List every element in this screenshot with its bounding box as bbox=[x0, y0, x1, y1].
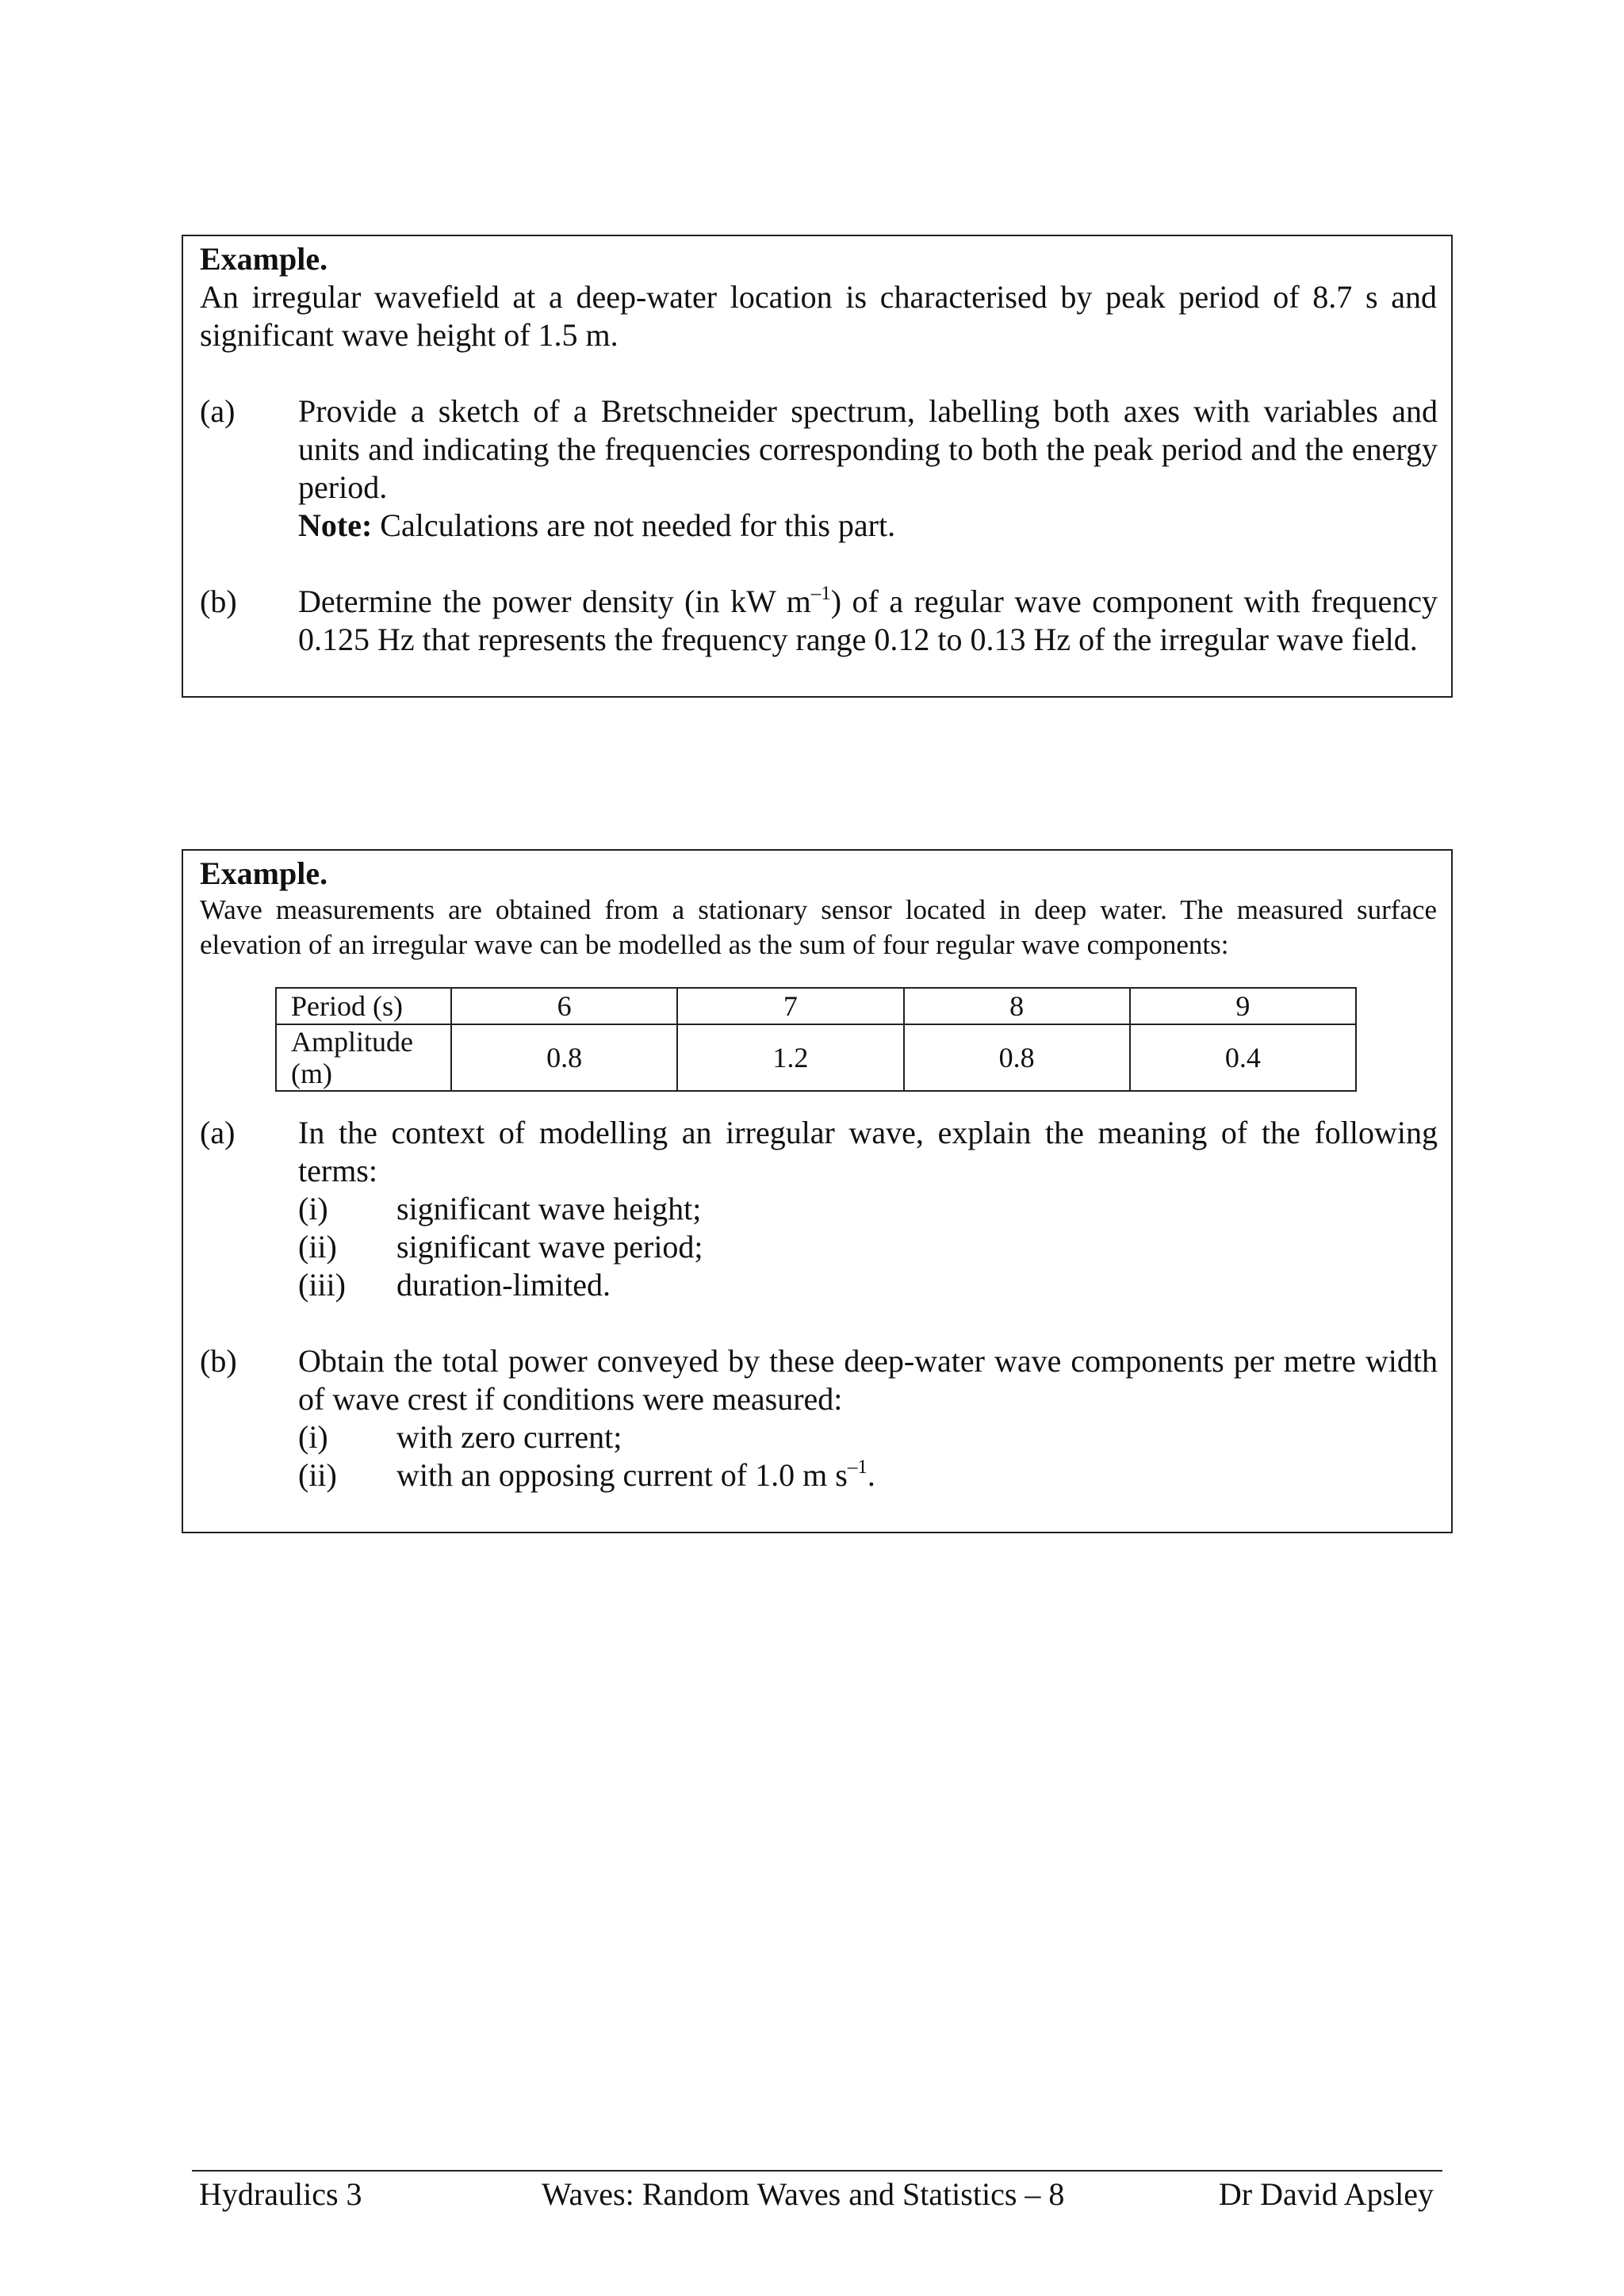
note-label: Note: bbox=[298, 507, 373, 543]
part-b-text bbox=[298, 583, 1438, 659]
item-number: (iii) bbox=[298, 1267, 346, 1303]
part-a-label: (a) bbox=[200, 393, 236, 429]
row-label-amplitude: Amplitude (m) bbox=[276, 1024, 451, 1091]
table-cell: 9 bbox=[1130, 988, 1356, 1024]
table-cell: 0.8 bbox=[904, 1024, 1130, 1091]
part-a-body: Provide a sketch of a Bretschneider spectrum, labelling both axes with variables and units and indicating the frequencies corresponding to both the peak period and the energy period. bbox=[298, 393, 1438, 505]
item-text: significant wave height; bbox=[396, 1191, 702, 1226]
footer-rule bbox=[192, 2170, 1442, 2172]
part-b-text-after: ) of a regular wave component with frequency 0.125 Hz that represents the frequency range 0.12 to 0.13 Hz of the irregular wave field. bbox=[298, 584, 1438, 657]
table-cell: 0.8 bbox=[451, 1024, 677, 1091]
item-superscript: –1 bbox=[847, 1456, 868, 1478]
example-heading: Example. bbox=[200, 855, 328, 891]
part-a-label: (a) bbox=[200, 1115, 236, 1150]
table-cell: 6 bbox=[451, 988, 677, 1024]
table-row bbox=[276, 1024, 1356, 1091]
item-number: (i) bbox=[298, 1191, 328, 1226]
list-item bbox=[298, 1266, 611, 1304]
list-item bbox=[298, 1456, 875, 1494]
item-text: duration-limited. bbox=[396, 1267, 611, 1303]
part-a-text: In the context of modelling an irregular wave, explain the meaning of the following terms: bbox=[298, 1115, 1438, 1188]
item-number: (ii) bbox=[298, 1229, 337, 1265]
row-label-period: Period (s) bbox=[276, 988, 451, 1024]
table-cell: 1.2 bbox=[677, 1024, 903, 1091]
footer-course: Hydraulics 3 bbox=[199, 2176, 362, 2212]
table-cell: 8 bbox=[904, 988, 1130, 1024]
part-b-label: (b) bbox=[200, 584, 237, 619]
item-text-after: . bbox=[867, 1457, 875, 1493]
list-item bbox=[298, 1418, 622, 1456]
part-a-text bbox=[298, 392, 1438, 545]
table-row bbox=[276, 988, 1356, 1024]
item-number: (i) bbox=[298, 1419, 328, 1455]
table-cell: 7 bbox=[677, 988, 903, 1024]
part-b-superscript: –1 bbox=[810, 583, 831, 604]
footer-title: Waves: Random Waves and Statistics – 8 bbox=[542, 2176, 1065, 2212]
example-box-1 bbox=[182, 235, 1453, 698]
part-b-text: Obtain the total power conveyed by these deep-water wave components per metre width of wave crest if conditions were measured: bbox=[298, 1343, 1438, 1417]
note-text: Calculations are not needed for this part. bbox=[380, 507, 896, 543]
example-intro: Wave measurements are obtained from a stationary sensor located in deep water. The measured surface elevation of an irregular wave can be modelled as the sum of four regular wave components: bbox=[200, 894, 1437, 960]
list-item bbox=[298, 1228, 703, 1266]
item-text-before: with an opposing current of 1.0 m s bbox=[396, 1457, 848, 1493]
wave-components-table bbox=[275, 987, 1357, 1092]
item-number: (ii) bbox=[298, 1457, 337, 1493]
example-heading: Example. bbox=[200, 241, 328, 277]
list-item bbox=[298, 1190, 701, 1228]
item-text: significant wave period; bbox=[396, 1229, 703, 1265]
part-b-label: (b) bbox=[200, 1343, 237, 1379]
example-box-2 bbox=[182, 849, 1453, 1533]
table-cell: 0.4 bbox=[1130, 1024, 1356, 1091]
footer-author: Dr David Apsley bbox=[1218, 2176, 1434, 2212]
example-intro: An irregular wavefield at a deep-water location is characterised by peak period of 8.7 s and significant wave height of 1.5 m. bbox=[200, 279, 1437, 353]
item-text: with zero current; bbox=[396, 1419, 622, 1455]
part-b-text-before: Determine the power density (in kW m bbox=[298, 584, 811, 619]
